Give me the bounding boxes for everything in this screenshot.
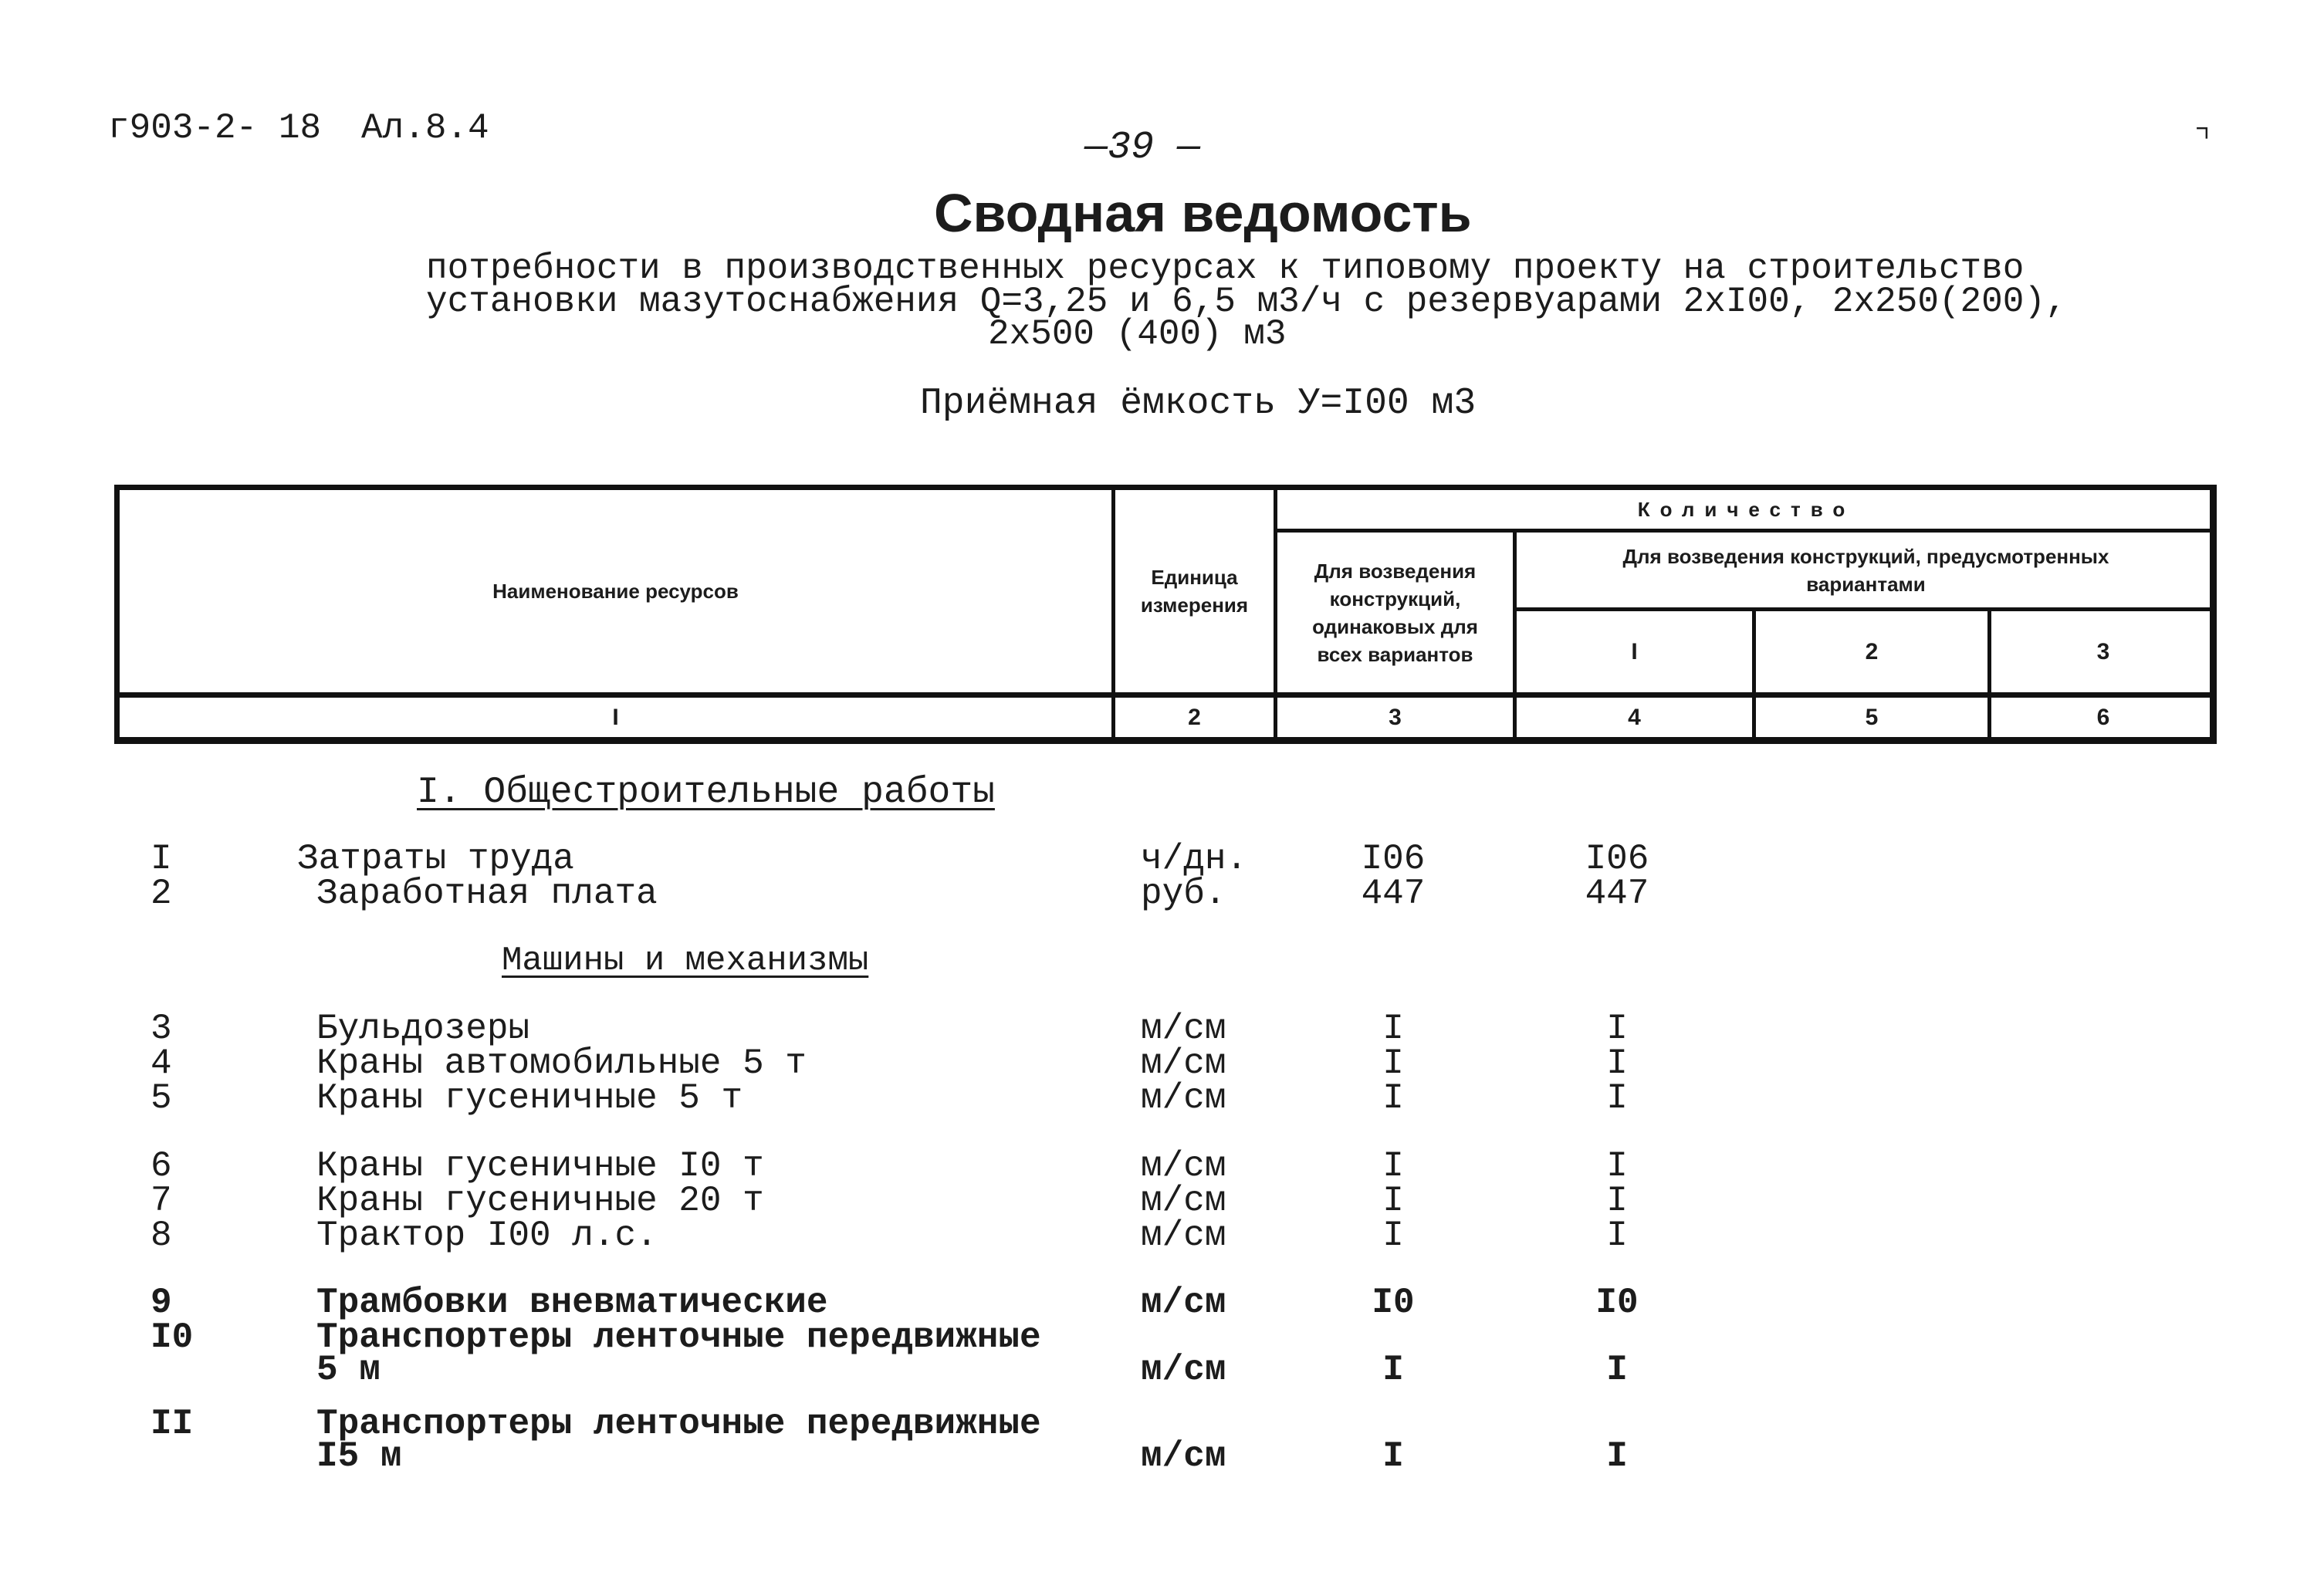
row-number: 6 (151, 1146, 172, 1186)
col-header-common-line1: Для возведения (1314, 559, 1477, 583)
row-value-variant-1: I0 (1595, 1283, 1639, 1323)
row-name-line2: I5 м (316, 1436, 402, 1476)
row-value-common: I (1382, 1436, 1404, 1476)
table-row (0, 876, 2324, 916)
col-header-unit-line1: Единица (1151, 566, 1238, 589)
row-value-common: I (1382, 1009, 1404, 1049)
col-header-common-line3: одинаковых для (1312, 614, 1478, 638)
row-value-common: I06 (1361, 839, 1426, 879)
row-name: Трамбовки вневматические (316, 1283, 828, 1323)
row-number: 3 (151, 1009, 172, 1049)
col-number-6: 6 (2096, 704, 2110, 730)
col-number-4: 4 (1628, 704, 1641, 730)
sheet-number: Ал.8.4 (361, 108, 489, 148)
col-header-variants-line1: Для возведения конструкций, предусмотренных (1622, 544, 2109, 568)
row-value-common: I (1382, 1350, 1404, 1390)
row-unit: руб. (1141, 874, 1226, 914)
row-number: I (151, 839, 172, 879)
row-value-variant-1: 447 (1585, 874, 1649, 914)
corner-mark: ⌝ (2192, 123, 2213, 161)
col-number-5: 5 (1865, 704, 1879, 730)
row-unit: м/см (1141, 1146, 1226, 1186)
row-unit: м/см (1141, 1436, 1226, 1476)
col-header-unit-line2: измерения (1140, 593, 1249, 617)
tank-caption: Приёмная ёмкость У=I00 м3 (920, 383, 1477, 424)
row-unit: м/см (1141, 1078, 1226, 1118)
row-value-common: I (1382, 1043, 1404, 1084)
row-unit: м/см (1141, 1181, 1226, 1221)
row-value-common: 447 (1361, 874, 1426, 914)
row-value-variant-1: I (1606, 1181, 1628, 1221)
col-header-common-line4: всех вариантов (1317, 642, 1473, 666)
row-value-variant-1: I06 (1585, 839, 1649, 879)
col-number-2: 2 (1188, 704, 1201, 730)
row-value-variant-1: I (1606, 1216, 1628, 1256)
row-unit: м/см (1141, 1009, 1226, 1049)
row-name: Трактор I00 л.с. (316, 1216, 658, 1256)
variant-3-header: 3 (2096, 638, 2110, 664)
row-name-line2: 5 м (316, 1350, 381, 1390)
row-value-common: I (1382, 1146, 1404, 1186)
row-name: Краны гусеничные I0 т (316, 1146, 764, 1186)
col-header-name: Наименование ресурсов (492, 580, 739, 603)
col-number-1: I (612, 704, 619, 730)
table-row (0, 1317, 2324, 1397)
row-name: Бульдозеры (316, 1009, 530, 1049)
subtitle-line-2: установки мазутоснабжения Q=3,25 и 6,5 м3/ч с резервуарами 2хI00, 2х250(200), (426, 282, 2067, 322)
col-header-common (1277, 533, 1513, 692)
row-value-variant-1: I (1606, 1350, 1628, 1390)
row-unit: м/см (1141, 1350, 1226, 1390)
row-number: 9 (151, 1283, 172, 1323)
row-value-variant-1: I (1606, 1078, 1628, 1118)
col-header-variants-line2: вариантами (1806, 572, 1926, 596)
row-value-common: I0 (1372, 1283, 1415, 1323)
page-number: —39 — (1084, 126, 1201, 170)
row-name: Краны гусеничные 20 т (316, 1181, 764, 1221)
row-name: Краны гусеничные 5 т (316, 1078, 743, 1118)
table-row (0, 1218, 2324, 1258)
row-value-variant-1: I (1606, 1146, 1628, 1186)
document-title: Сводная ведомость (934, 183, 1472, 243)
col-header-unit (1115, 490, 1274, 692)
subtitle-line-1: потребности в производственных ресурсах к типовому проекту на строительство (426, 249, 2025, 289)
table-row (0, 1080, 2324, 1121)
variant-2-header: 2 (1865, 638, 1879, 664)
variant-1-header: I (1631, 638, 1638, 664)
row-number: 5 (151, 1078, 172, 1118)
table-row (0, 1406, 2324, 1483)
row-unit: м/см (1141, 1043, 1226, 1084)
row-number: I0 (151, 1317, 194, 1358)
row-name: Заработная плата (316, 874, 658, 914)
row-name: Затраты труда (297, 839, 574, 879)
section-heading-general: I. Общестроительные работы (417, 772, 995, 813)
row-value-common: I (1382, 1216, 1404, 1256)
row-number: II (151, 1404, 194, 1444)
col-number-3: 3 (1389, 704, 1402, 730)
row-unit: м/см (1141, 1216, 1226, 1256)
row-value-variant-1: I (1606, 1043, 1628, 1084)
header-table (114, 485, 2217, 744)
row-name: Краны автомобильные 5 т (316, 1043, 807, 1084)
subtitle-line-3: 2х500 (400) м3 (988, 314, 1287, 354)
document-code: г903-2- 18 (108, 108, 322, 148)
row-number: 8 (151, 1216, 172, 1256)
row-unit: ч/дн. (1141, 839, 1248, 879)
row-value-variant-1: I (1606, 1436, 1628, 1476)
col-header-variants (1517, 533, 2215, 607)
row-unit: м/см (1141, 1283, 1226, 1323)
section-heading-machines: Машины и механизмы (502, 942, 869, 980)
row-value-variant-1: I (1606, 1009, 1628, 1049)
row-value-common: I (1382, 1181, 1404, 1221)
row-number: 7 (151, 1181, 172, 1221)
row-value-common: I (1382, 1078, 1404, 1118)
col-header-common-line2: конструкций, (1329, 587, 1461, 610)
row-name-line1: Транспортеры ленточные передвижные (316, 1404, 1041, 1444)
col-header-quantity: Количество (1637, 498, 1855, 521)
row-number: 2 (151, 874, 172, 914)
row-name-line1: Транспортеры ленточные передвижные (316, 1317, 1041, 1358)
row-number: 4 (151, 1043, 172, 1084)
